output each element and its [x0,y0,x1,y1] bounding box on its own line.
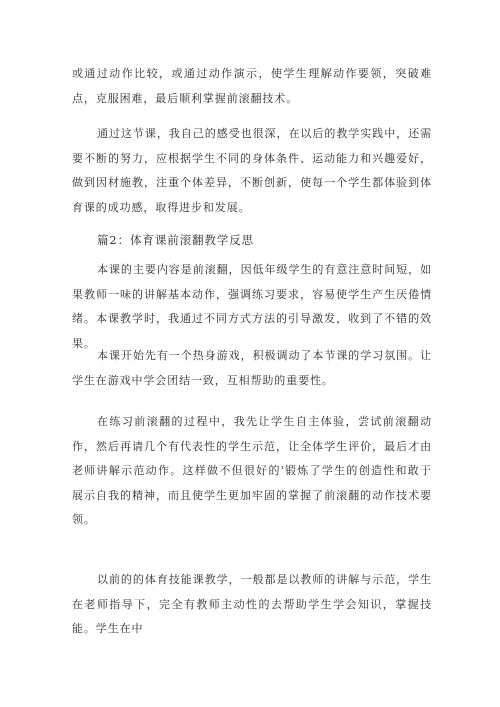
paragraph-1: 或通过动作比较，或通过动作演示，使学生理解动作要领，突破难点，克服困难，最后顺利掌握前滚翻技术。 [72,67,432,105]
paragraph-6: 以前的的体育技能课教学，一般都是以教师的讲解与示范，学生在老师指导下，完全有教师主动性的去帮助学生学会知识，掌握技能。学生在中 [72,573,432,635]
paragraph-2: 通过这节课，我自己的感受也很深，在以后的教学实践中，还需要不断的努力，应根据学生不同的身体条件、运动能力和兴趣爱好，做到因材施教，注重个体差异，不断创新，使每一个学生都体验到体育课的成功感，取得进步和发展。 [72,127,432,214]
section-heading: 篇2：体育课前滚翻教学反思 [97,233,255,247]
paragraph-4: 本课开始先有一个热身游戏，积极调动了本节课的学习氛围。让学生在游戏中学会团结一致，互相帮助的重要性。 [72,349,432,387]
paragraph-5: 在练习前滚翻的过程中，我先让学生自主体验，尝试前滚翻动作，然后再请几个有代表性的学生示范，让全体学生评价，最后才由老师讲解示范动作。这样做不但很好的'锻炼了学生的创造性和敢于展示自我的精神，而且使学生更加牢固的掌握了前滚翻的动作技术要领。 [72,415,432,526]
paragraph-3: 本课的主要内容是前滚翻，因低年级学生的有意注意时间短，如果教师一味的讲解基本动作，强调练习要求，容易使学生产生厌倦情绪。本课教学时，我通过不同方式方法的引导激发，收到了不错的效果。 [72,263,432,350]
